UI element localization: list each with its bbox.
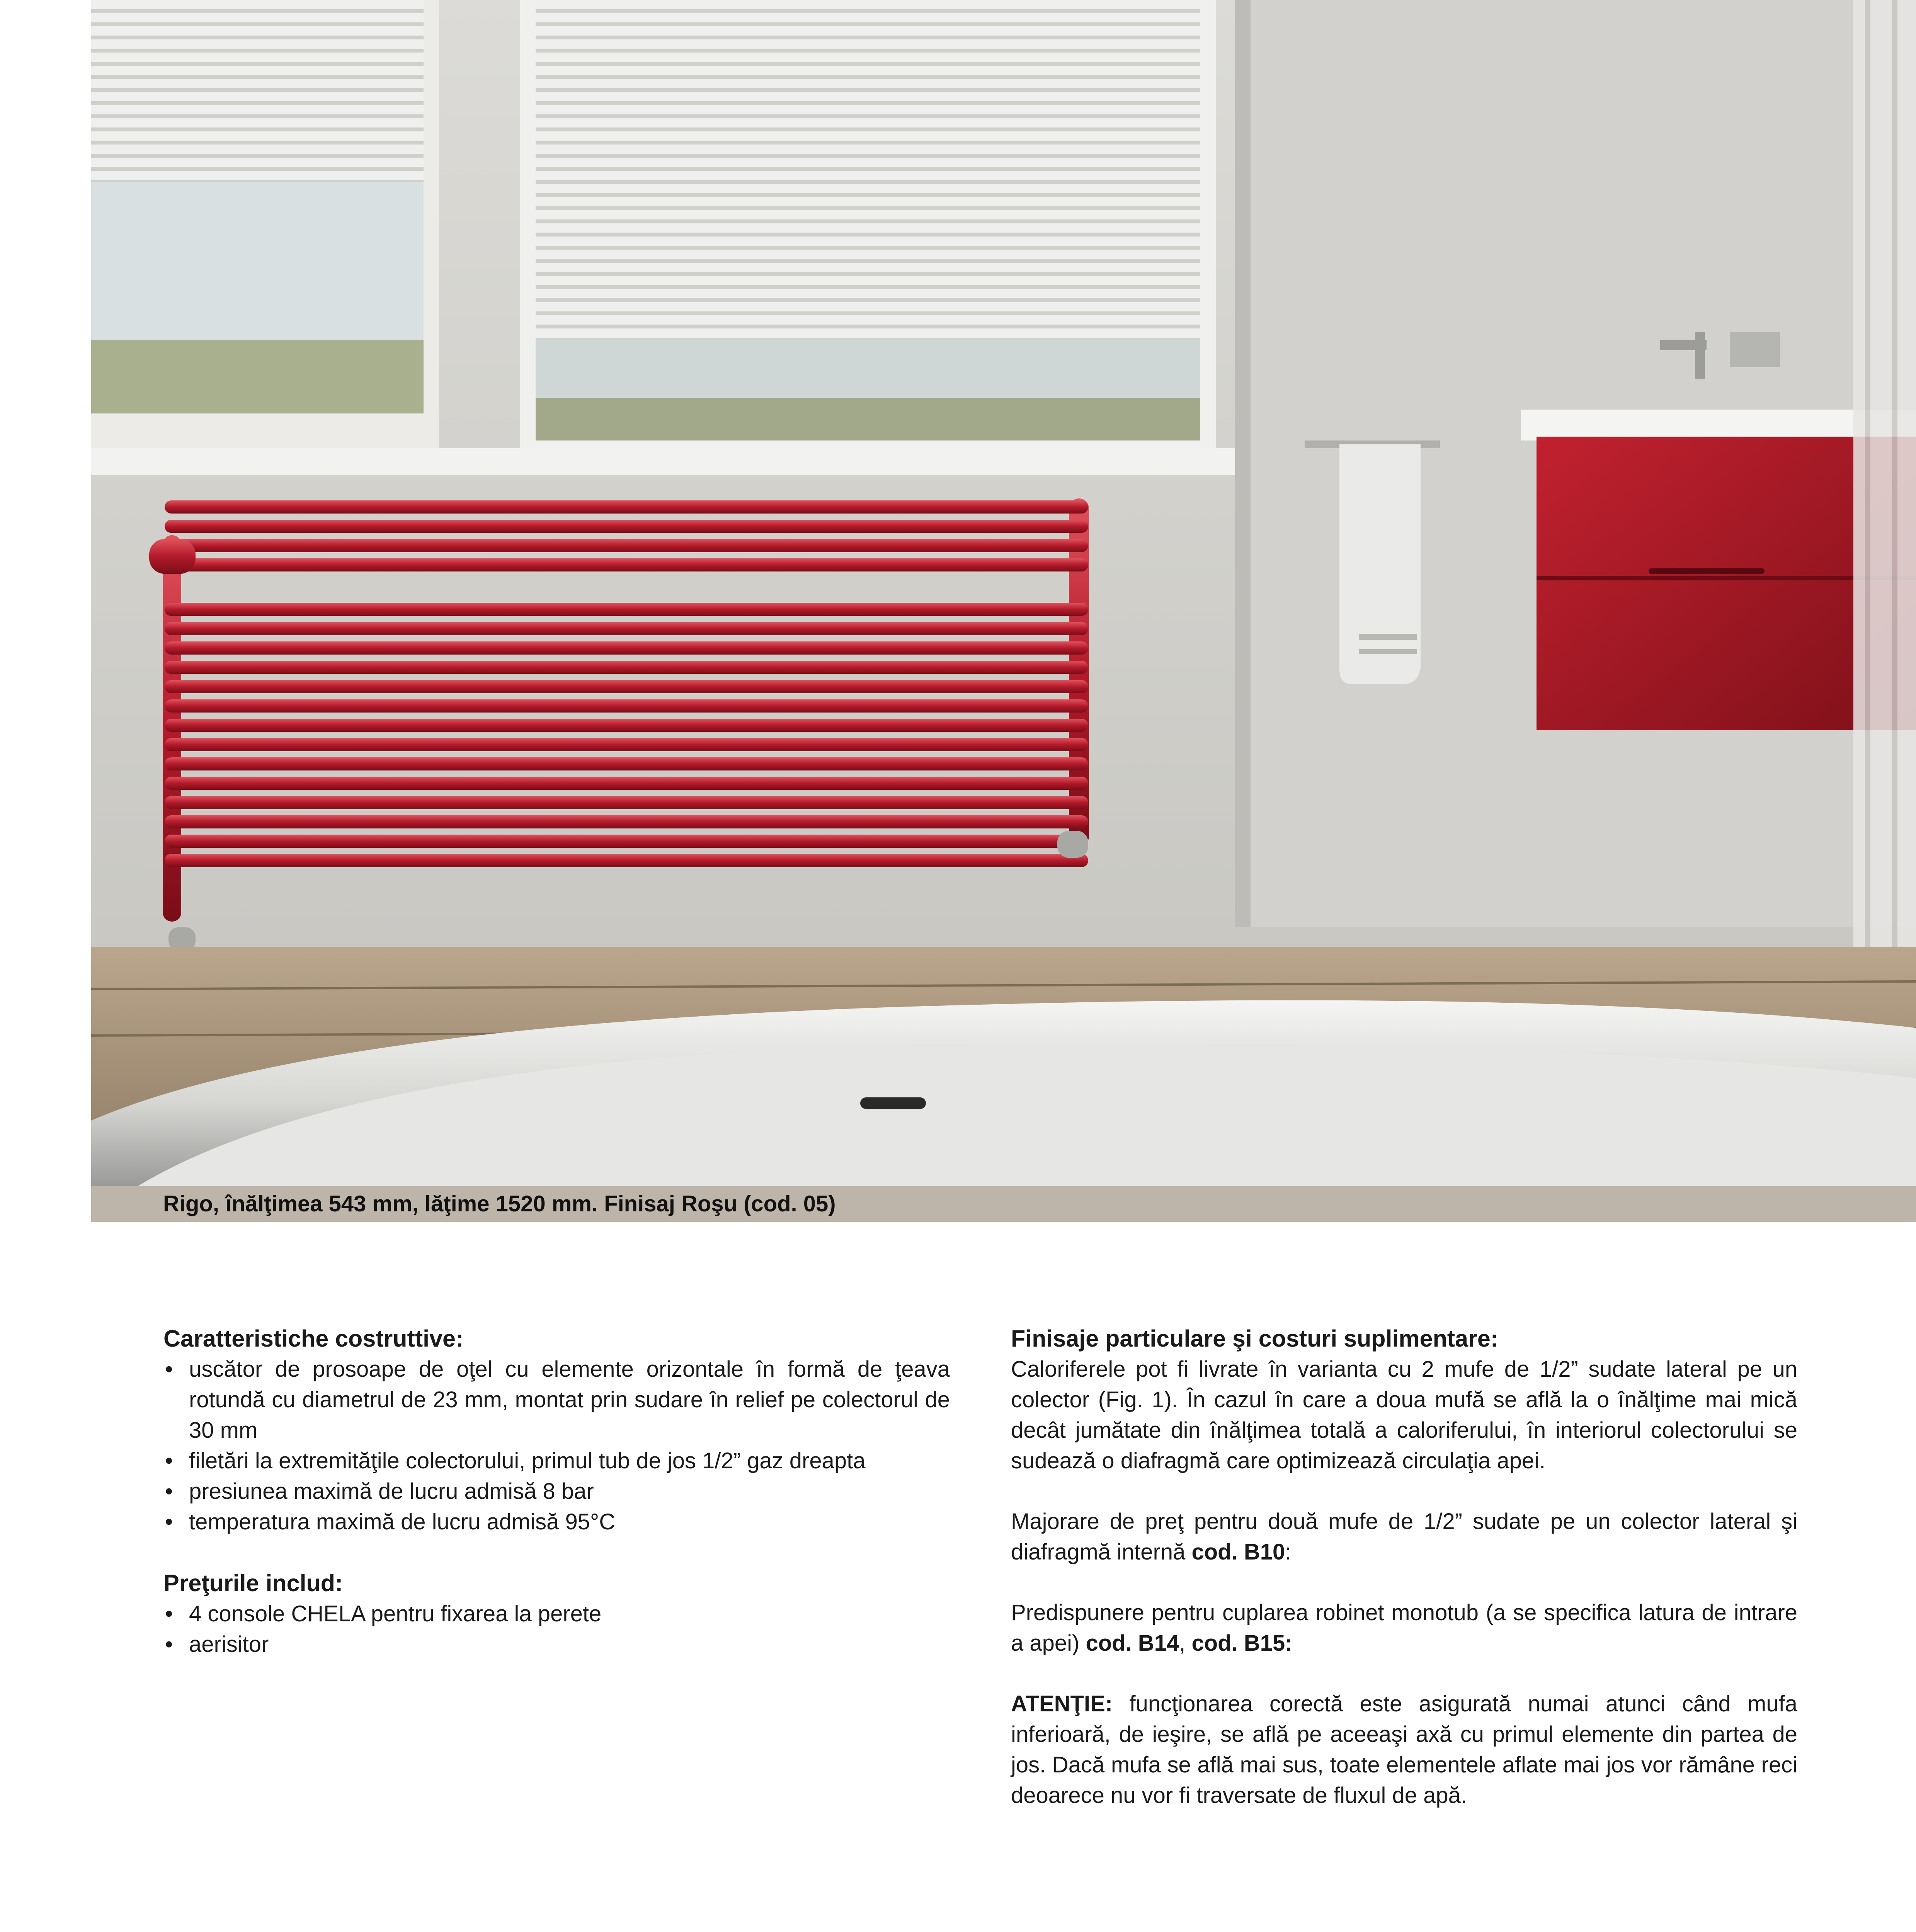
code-b15: cod. B15:: [1191, 1631, 1293, 1656]
photo-caption: Rigo, înălţimea 543 mm, lăţime 1520 mm. Finisaj Roşu (cod. 05): [163, 1191, 836, 1216]
colon: :: [1285, 1539, 1292, 1565]
feature-item: • uscător de prosoape de oţel cu elemente orizontale în formă de ţeava rotundă cu diametrul de 23 mm, montat prin sudare în relief pe colectorul de 30 mm: [163, 1354, 950, 1446]
surcharge-text: Majorare de preţ pentru două mufe de 1/2” sudate pe un colector lateral şi diafragmă internă: [1011, 1509, 1797, 1565]
special-finishes: [1011, 1323, 1797, 1811]
bathroom-radiator-illustration: [91, 0, 1916, 1186]
feature-item: • presiunea maximă de lucru admisă 8 bar: [163, 1476, 950, 1507]
finishes-paragraph: Caloriferele pot fi livrate în varianta cu 2 mufe de 1/2” sudate lateral pe un colector (Fig. 1). În cazul în care a doua mufă se află la o înălţime mai mică decât jumătate din înălţimea totală a caloriferului, în interiorul colectorului se sudează o diafragmă care optimizează circulaţia apei.: [1011, 1357, 1797, 1473]
included-item: • aerisitor: [163, 1629, 950, 1660]
warning-paragraph: [1011, 1689, 1797, 1811]
caption-bar: [91, 1186, 1916, 1222]
construction-features: [163, 1323, 950, 1660]
warning-label: ATENŢIE:: [1011, 1691, 1113, 1716]
included-item: • 4 console CHELA pentru fixarea la perete: [163, 1599, 950, 1629]
warning-text: funcţionarea corectă este asigurată numai atunci când mufa inferioară, de ieşire, se află pe aceeaşi axă cu primul elemente din partea de jos. Dacă mufa se află mai sus, toate elementele aflate mai jos vor rămâne reci deoarece nu vor fi traversate de fluxul de apă.: [1011, 1691, 1797, 1808]
separator: ,: [1179, 1631, 1192, 1656]
monotube-paragraph: [1011, 1597, 1797, 1658]
finishes-heading: Finisaje particulare şi costuri suplimentare:: [1011, 1325, 1499, 1352]
feature-item: • temperatura maximă de lucru admisă 95°C: [163, 1507, 950, 1537]
surcharge-paragraph: [1011, 1506, 1797, 1567]
monotube-text: Predispunere pentru cuplarea robinet monotub (a se specifica latura de intrare a apei): [1011, 1600, 1797, 1656]
features-heading: Caratteristiche costruttive:: [163, 1325, 464, 1352]
product-photo: [91, 0, 1916, 1186]
price-includes-heading: Preţurile includ:: [163, 1570, 343, 1596]
code-b14: cod. B14: [1086, 1631, 1179, 1656]
code-b10: cod. B10: [1191, 1539, 1285, 1565]
feature-item: • filetări la extremităţile colectorului, primul tub de jos 1/2” gaz dreapta: [163, 1446, 950, 1476]
